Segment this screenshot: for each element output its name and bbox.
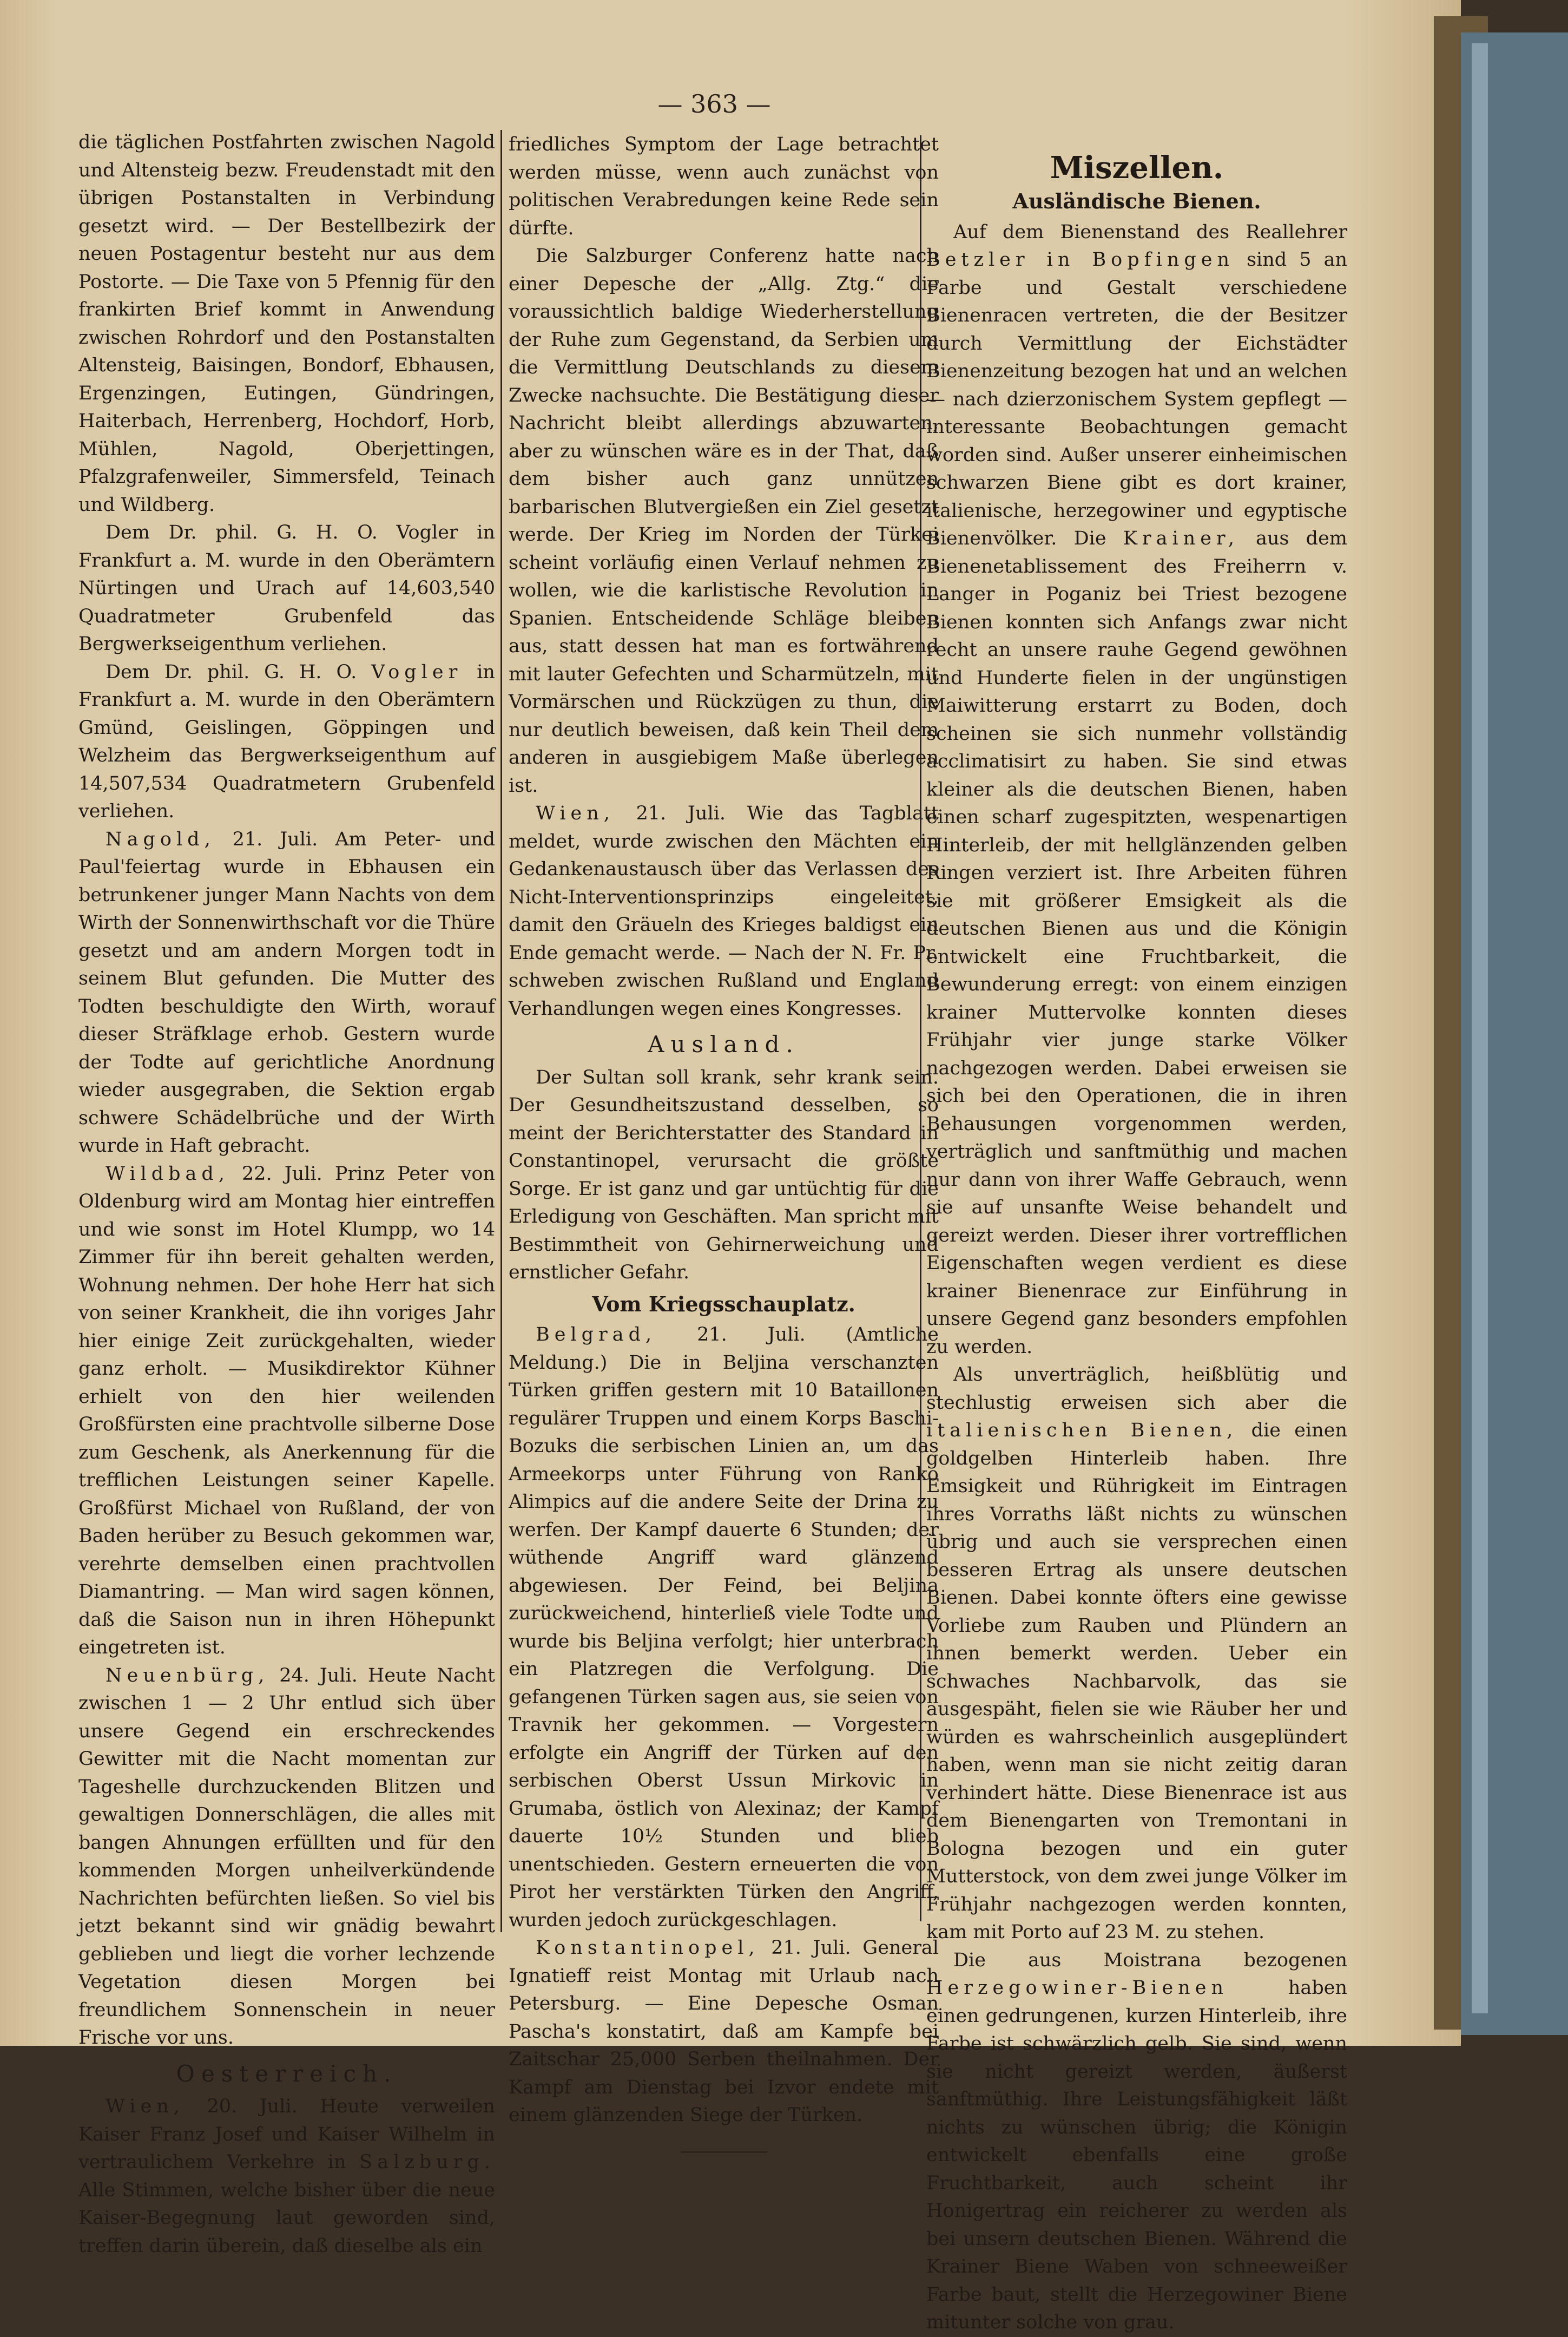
column-rule-left bbox=[500, 130, 502, 1932]
article-paragraph: friedliches Symptom der Lage betrachtet werden müsse, wenn auch zunächst von politischen Verabredungen keine Rede sein dürfte. bbox=[509, 134, 939, 239]
section-heading: Ausland. bbox=[648, 1031, 800, 1058]
text-run: 22. Juli. Prinz Peter von Oldenburg wird am Montag hier eintreffen und wie sonst im Hotel Klumpp, wo 14 Zimmer für ihn bereit gehalten werden, Wohnung nehmen. Der hohe Herr hat sich von seiner Krankheit, die ihn voriges Jahr hier einige Zeit zurückgehalten, wieder ganz erholt. — Musikdirektor Kühner erhielt von den hier weilenden Großfürsten eine prachtvolle silberne Dose zum Geschenk, als Anerkennung für die trefflichen Leistungen seiner Kapelle. Großfürst Michael von Rußland, der von Baden herüber zu Besuch gekommen war, verehrte demselben einen prachtvollen Diamantring. — Man wird sagen können, daß die Saison nun in ihren Höhepunkt eingetreten ist. bbox=[78, 1163, 495, 1658]
text-run: Alle Stimmen, welche bisher über die neue Kaiser-Begegnung laut geworden sind, treffen darin überein, daß dieselbe als ein bbox=[78, 2179, 495, 2257]
spaced-term: Krainer, bbox=[1123, 528, 1239, 549]
article-paragraph: Der Sultan soll krank, sehr krank sein. Der Gesundheitszustand desselben, so meint der Berichterstatter des Standard in Constantinopel, verursacht die größte Sorge. Er ist ganz und gar untüchtig für die Erledigung von Geschäften. Man spricht mit Bestimmtheit von Gehirnerweichung und ernstlicher Gefahr. bbox=[509, 1066, 939, 1283]
text-run: sind 5 an Farbe und Gestalt verschiedene Bienenracen vertreten, die der Besitzer durch Vermittlung der Eichstädter Bienenzeitung bezogen hat und an welchen — nach dzierzonischem System gepflegt — interessante Beobachtungen gemacht worden sind. Außer unserer einheimischen schwarzen Biene gibt es dort krainer, italienische, herzegowiner und egyptische Bienenvölker. Die bbox=[926, 249, 1347, 549]
article-paragraph bbox=[926, 219, 1347, 1362]
text-run: Die aus Moistrana bezogenen bbox=[953, 1949, 1347, 1971]
column-3 bbox=[926, 152, 1347, 2337]
page-number: — 363 — bbox=[657, 89, 771, 119]
dateline-place: Konstantinopel, bbox=[536, 1937, 760, 1959]
section-heading: Oesterreich. bbox=[176, 2060, 398, 2087]
article-paragraph: Dem Dr. phil. G. H. O. Vogler in Frankfurt a. M. wurde in den Oberämtern Nürtingen und Urach auf 14,603,540 Quadratmeter Grubenfeld das Bergwerkseigenthum verliehen. bbox=[78, 522, 495, 655]
text-run: 21. Juli. (Amtliche Meldung.) Die in Beljina verschanzten Türken griffen gestern mit 10 Bataillonen regulärer Truppen und einem Korps Baschi-Bozuks die serbischen Linien an, um das Armeekorps unter Führung von Ranko Alimpics auf die andere Seite der Drina zu werfen. Der Kampf dauerte 6 Stunden; der wüthende Angriff ward glänzend abgewiesen. Der Feind, bei Beljina zurückweichend, hinterließ viele Todte und wurde bis Beljina verfolgt; hier unterbrach ein Platzregen die Verfolgung. Die gefangenen Türken sagen aus, sie seien von Travnik her gekommen. — Vorgestern erfolgte ein Angriff der Türken auf den serbischen Oberst Ussun Mirkovic in Grumaba, östlich von Alexinaz; der Kampf dauerte 10½ Stunden und blieb unentschieden. Gestern erneuerten die von Pirot her verstärkten Türken den Angriff, wurden jedoch zurückgeschlagen. bbox=[509, 1324, 939, 1931]
dateline-place: Nagold, bbox=[106, 828, 215, 850]
dateline-place: Wien, bbox=[536, 803, 615, 824]
news-item bbox=[78, 1662, 495, 2052]
text-run: die einen goldgelben Hinterleib haben. Ihre Emsigkeit und Rührigkeit im Eintragen ihres Vorraths läßt nichts zu wünschen übrig und auch sie versprechen einen besseren Ertrag als unsere deutschen Bienen. Dabei konnte öfters eine gewisse Vorliebe zum Rauben und Plündern an ihnen bemerkt werden. Ueber ein schwaches Nachbarvolk, das sie ausgespäht, fielen sie wie Räuber her und würden es wahrscheinlich ausgeplündert haben, wenn man sie nicht zeitig daran verhindert hätte. Diese Bienenrace ist aus dem Bienengarten von Tremontani in Bologna bezogen und ein guter Mutterstock, von dem zwei junge Völker im Frühjahr nachgezogen werden konnten, kam mit Porto auf 23 M. zu stehen. bbox=[926, 1420, 1347, 1943]
news-item bbox=[509, 1934, 939, 2130]
text-run: Als unverträglich, heißblütig und stechlustig erweisen sich aber die bbox=[926, 1364, 1347, 1414]
text-run: 21. Juli. General Ignatieff reist Montag mit Urlaub nach Petersburg. — Eine Depesche Osman Pascha's konstatirt, daß am Kampfe bei Zaitschar 25,000 Serben theilnahmen. Der Kampf am Dienstag bei Izvor endete mit einem glänzenden Siege der Türken. bbox=[509, 1937, 939, 2126]
feature-heading: Miszellen. bbox=[1050, 150, 1224, 186]
news-item bbox=[509, 800, 939, 1023]
text-run: haben einen gedrungenen, kurzen Hinterleib, ihre Farbe ist schwärzlich gelb. Sie sind, wenn sie nicht gereizt werden, äußerst sanftmüthig. Ihre Leistungsfähigkeit läßt nichts zu wünschen übrig; die Königin entwickelt ebenfalls eine große Fruchtbarkeit, auch scheint ihr Honigertrag ein reicherer zu werden als bei unsern deutschen Bienen. Während die Krainer Biene Waben von schneeweißer Farbe baut, stellt die Herzegowiner Biene mitunter solche von grau. bbox=[926, 1977, 1347, 2333]
article-paragraph bbox=[926, 1947, 1347, 2337]
spaced-name: Betzler in Bopfingen bbox=[926, 249, 1234, 271]
news-item bbox=[78, 2093, 495, 2260]
spaced-city: Salzburg. bbox=[359, 2151, 495, 2173]
book-spine-strip bbox=[1472, 43, 1488, 2013]
feature-subheading: Ausländische Bienen. bbox=[1012, 189, 1261, 213]
text-run: Dem Dr. phil. G. H. O. bbox=[106, 661, 357, 683]
news-item bbox=[78, 1160, 495, 1662]
dateline-place: Wildbad, bbox=[106, 1163, 229, 1185]
text-run: 21. Juli. Wie das Tagblatt meldet, wurde zwischen den Mächten ein Gedankenaustausch über das Verlassen des Nicht-Interventionsprinzips eingeleitet, damit den Gräueln des Krieges baldigst ein Ende gemacht werde. — Nach der N. Fr. Pr. schweben zwischen Rußland und England Verhandlungen wegen eines Kongresses. bbox=[509, 803, 939, 1020]
text-run: 24. Juli. Heute Nacht zwischen 1 — 2 Uhr entlud sich über unsere Gegend ein erschreckendes Gewitter mit die Nacht momentan zur Tageshelle durchzuckenden Blitzen und gewaltigen Donnerschlägen, die alles mit bangen Ahnungen erfüllten und für den kommenden Morgen unheilverkündende Nachrichten befürchten ließen. So viel bis jetzt bekannt sind wir gnädig bewahrt geblieben und liegt die vorher lechzende Vegetation diesen Morgen bei freundlichem Sonnenschein in neuer Frische vor uns. bbox=[78, 1664, 495, 2049]
article-paragraph bbox=[926, 1361, 1347, 1947]
spaced-term: Herzegowiner-Bienen bbox=[926, 1977, 1228, 1999]
article-paragraph: Die Salzburger Conferenz hatte nach einer Depesche der „Allg. Ztg.“ die voraussichtlich baldige Wiederherstellung der Ruhe zum Gegenstand, da Serbien um die Vermittlung Deutschlands zu diesem Zwecke nachsuchte. Die Bestätigung dieser Nachricht bleibt allerdings abzuwarten, aber zu wünschen wäre es in der That, daß dem bisher auch ganz unnützen barbarischen Blutvergießen ein Ziel gesetzt werde. Der Krieg im Norden der Türkei scheint vorläufig einen Verlauf nehmen zu wollen, wie die karlistische Revolution in Spanien. Entscheidende Schläge bleiben aus, statt dessen hat man es fortwährend mit lauter Gefechten und Scharmützeln, mit Vormärschen und Rückzügen zu thun, die nur deutlich beweisen, daß kein Theil dem anderen in ausgiebigem Maße überlegen ist. bbox=[509, 245, 939, 797]
dateline-place: Neuenbürg, bbox=[106, 1664, 269, 1686]
text-run: 21. Juli. Am Peter- und Paul'feiertag wurde in Ebhausen ein betrunkener junger Mann Nachts von dem Wirth der Sonnenwirthschaft vor die Thüre gesetzt und am andern Morgen todt in seinem Blut gefunden. Die Mutter des Todten beschuldigte den Wirth, worauf dieser Sträfklage erhob. Gestern wurde der Todte auf gerichtliche Anordnung wieder ausgegraben, die Sektion ergab schwere Schädelbrüche und der Wirth wurde in Haft gebracht. bbox=[78, 828, 495, 1157]
text-run: in Frankfurt a. M. wurde in den Oberämtern Gmünd, Geislingen, Göppingen und Welzheim das Bergwerkseigenthum auf 14,507,534 Quadratmetern Grubenfeld verliehen. bbox=[78, 661, 495, 822]
column-1 bbox=[78, 129, 495, 2260]
text-run: aus dem Bienenetablissement des Freiherrn v. Langer in Poganiz bei Triest bezogene Bienen konnten sich Anfangs zwar nicht recht an unsere rauhe Gegend gewöhnen und Hunderte fielen in der ungünstigen Maiwitterung erstarrt zu Boden, doch scheinen sie sich nunmehr vollständig acclimatisirt zu haben. Sie sind etwas kleiner als die deutschen Bienen, haben einen scharf zugespitzten, wespenartigen Hinterleib, der mit hellglänzenden gelben Ringen verziert ist. Ihre Arbeiten führen sie mit größerer Emsigkeit als die deutschen Bienen aus und die Königin entwickelt eine Fruchtbarkeit, die Bewunderung erregt: von einem einzigen krainer Muttervolke konnten dieses Frühjahr vier junge starke Völker nachgezogen werden. Dabei erweisen sie sich bei den Operationen, die in ihren Behausungen vorgenommen werden, verträglich und sanftmüthig und machen nur dann von ihrer Waffe Gebrauch, wenn sie auf unsanfte Weise behandelt und gereizt werden. Dieser ihrer vortrefflichen Eigenschaften wegen verdient es diese krainer Bienenrace zur Einführung in unsere Gegend ganz besonders empfohlen zu werden. bbox=[926, 528, 1347, 1358]
text-run: Auf dem Bienenstand des Reallehrer bbox=[953, 221, 1347, 243]
article-paragraph bbox=[78, 659, 495, 826]
text-run: 20. Juli. Heute verweilen Kaiser Franz Josef und Kaiser Wilhelm in vertraulichem Verkehre in bbox=[78, 2096, 495, 2173]
column-2 bbox=[509, 131, 939, 2153]
dateline-place: Wien, bbox=[106, 2096, 185, 2117]
news-item bbox=[78, 826, 495, 1160]
dateline-place: Belgrad, bbox=[536, 1324, 657, 1345]
spaced-term: italienischen Bienen, bbox=[926, 1420, 1238, 1441]
spaced-name: Vogler bbox=[371, 661, 463, 683]
end-rule bbox=[681, 2151, 767, 2153]
subsection-heading: Vom Kriegsschauplatz. bbox=[592, 1291, 855, 1316]
article-paragraph: die täglichen Postfahrten zwischen Nagold und Altensteig bezw. Freudenstadt mit den übrigen Postanstalten in Verbindung gesetzt wird. — Der Bestellbezirk der neuen Postagentur besteht nur aus dem Postorte. — Die Taxe von 5 Pfennig für den frankirten Brief kommt in Anwendung zwischen Rohrdorf und den Postanstalten Altensteig, Baisingen, Bondorf, Ebhausen, Ergenzingen, Eutingen, Gündringen, Haiterbach, Herrenberg, Hochdorf, Horb, Mühlen, Nagold, Oberjettingen, Pfalzgrafenweiler, Simmersfeld, Teinach und Wildberg. bbox=[78, 132, 495, 516]
news-item bbox=[509, 1321, 939, 1934]
